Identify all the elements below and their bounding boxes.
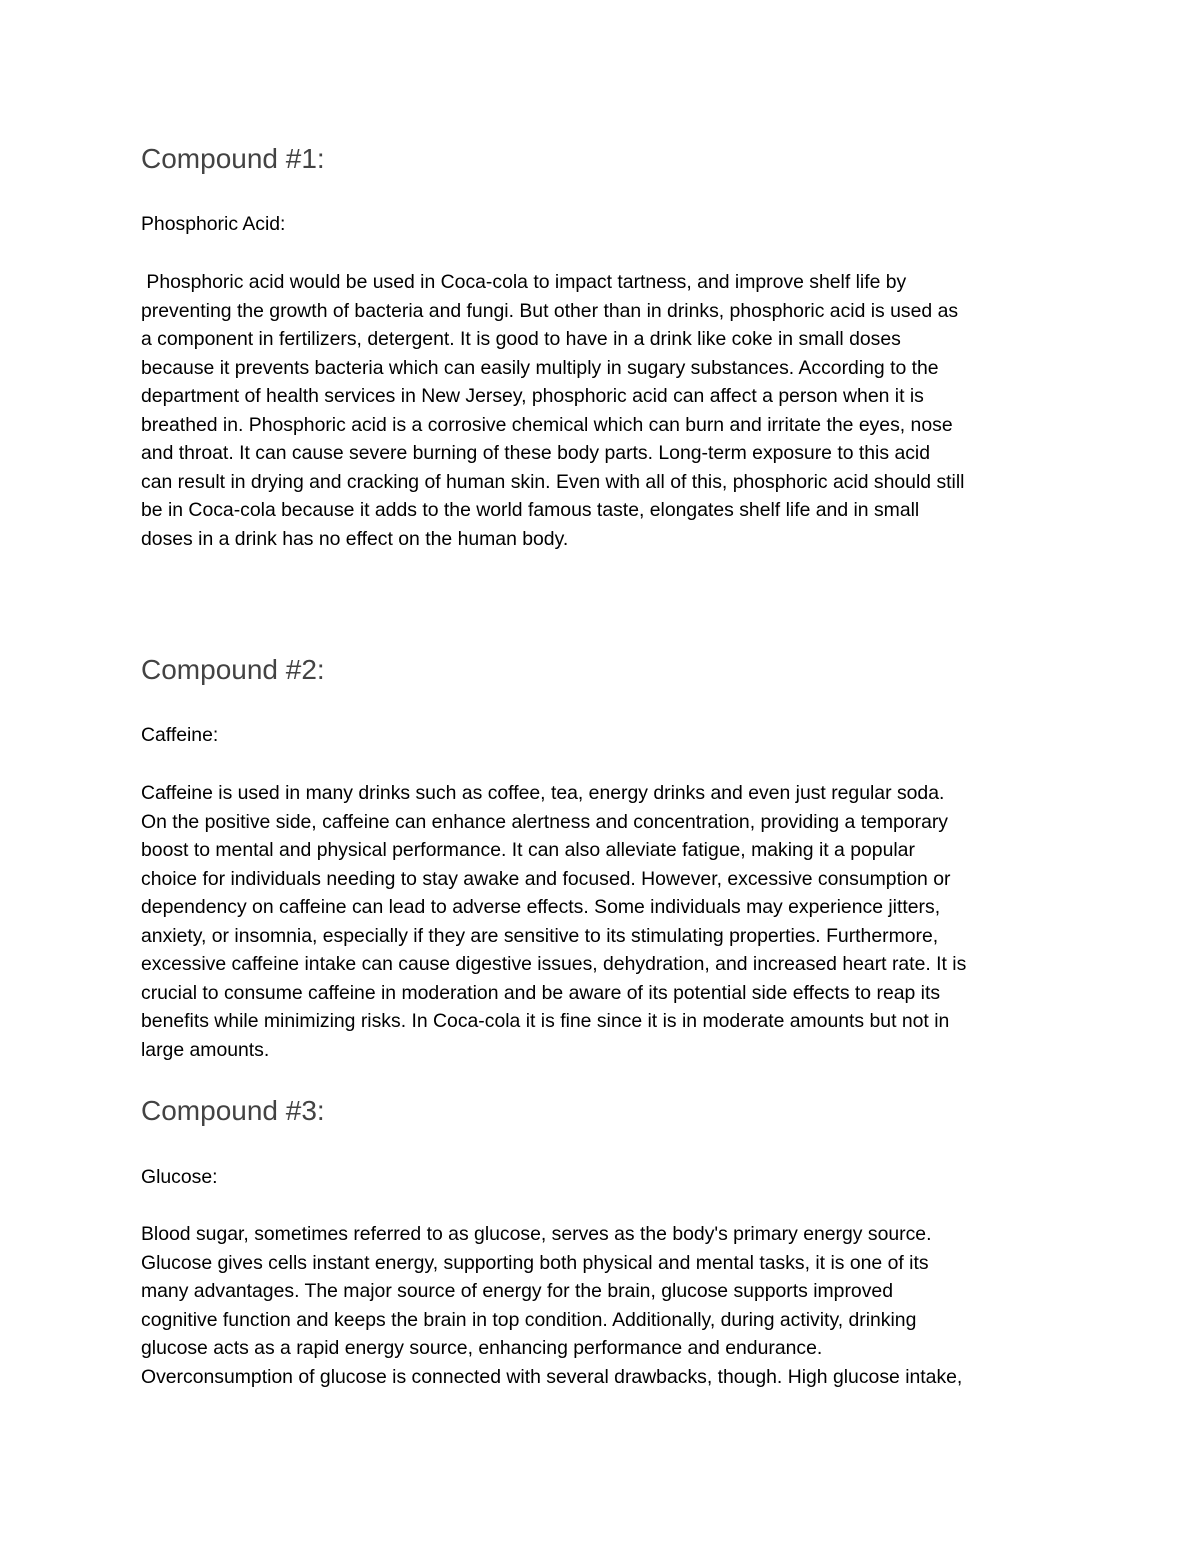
compound-name: Caffeine: (141, 724, 219, 746)
body-line: Caffeine is used in many drinks such as coffee, tea, energy drinks and even just regular soda. (141, 782, 945, 804)
body-line: Glucose gives cells instant energy, supporting both physical and mental tasks, it is one of its (141, 1251, 929, 1274)
body-line: excessive caffeine intake can cause digestive issues, dehydration, and increased heart rate. It is (141, 953, 967, 975)
body-line: boost to mental and physical performance. It can also alleviate fatigue, making it a popular (141, 839, 915, 861)
body-line: doses in a drink has no effect on the human body. (141, 527, 569, 550)
body-line: department of health services in New Jersey, phosphoric acid can affect a person when it is (141, 385, 924, 407)
body-line: Overconsumption of glucose is connected with several drawbacks, though. High glucose intake, (141, 1365, 963, 1388)
body-line: glucose acts as a rapid energy source, enhancing performance and endurance. (141, 1337, 823, 1359)
body-line: benefits while minimizing risks. In Coca-cola it is fine since it is in moderate amounts but not in (141, 1010, 950, 1032)
compound-name: Glucose: (141, 1166, 218, 1188)
section-heading: Compound #2: (141, 654, 325, 685)
body-line: dependency on caffeine can lead to adverse effects. Some individuals may experience jitters, (141, 896, 941, 918)
body-line: anxiety, or insomnia, especially if they are sensitive to its stimulating properties. Furthermore, (141, 924, 939, 947)
body-line: be in Coca-cola because it adds to the world famous taste, elongates shelf life and in small (141, 499, 920, 521)
body-line: and throat. It can cause severe burning of these body parts. Long-term exposure to this acid (141, 442, 931, 464)
body-line: choice for individuals needing to stay awake and focused. However, excessive consumption or (141, 867, 951, 890)
body-line: Phosphoric acid would be used in Coca-cola to impact tartness, and improve shelf life by (141, 271, 907, 293)
body-line: many advantages. The major source of energy for the brain, glucose supports improved (141, 1280, 893, 1302)
body-line: preventing the growth of bacteria and fungi. But other than in drinks, phosphoric acid is used as (141, 299, 959, 322)
body-line: crucial to consume caffeine in moderation and be aware of its potential side effects to reap its (141, 981, 941, 1004)
body-line: because it prevents bacteria which can easily multiply in sugary substances. According to the (141, 356, 939, 379)
body-line: Blood sugar, sometimes referred to as glucose, serves as the body's primary energy source. (141, 1223, 932, 1245)
body-line: cognitive function and keeps the brain in top condition. Additionally, during activity, drinking (141, 1308, 917, 1331)
section-heading: Compound #1: (141, 143, 325, 174)
compound-name: Phosphoric Acid: (141, 213, 286, 235)
body-line: can result in drying and cracking of human skin. Even with all of this, phosphoric acid should still (141, 470, 965, 493)
body-line: breathed in. Phosphoric acid is a corrosive chemical which can burn and irritate the eyes, nose (141, 413, 953, 436)
body-line: On the positive side, caffeine can enhance alertness and concentration, providing a temporary (141, 810, 949, 833)
section-heading: Compound #3: (141, 1095, 325, 1126)
body-line: large amounts. (141, 1038, 270, 1061)
body-line: a component in fertilizers, detergent. It is good to have in a drink like coke in small doses (141, 328, 901, 350)
